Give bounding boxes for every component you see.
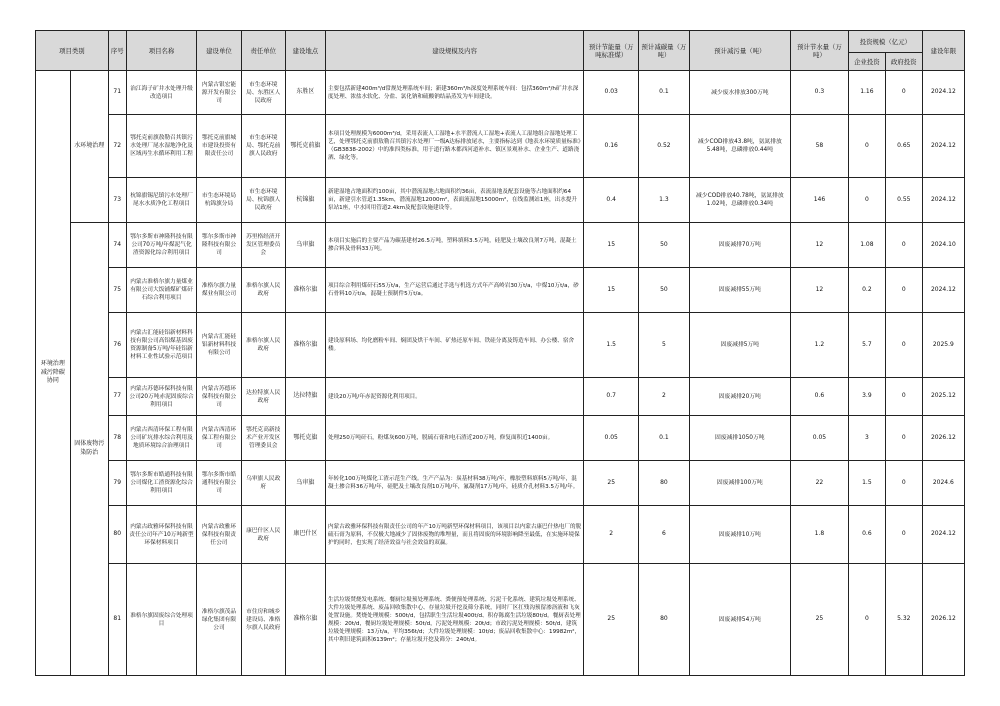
cell-no: 75 (108, 268, 126, 313)
cell-scope: 主要包括新建400m³/d常规处理系统车间；新建360m³/h深度处理系统车间：包括360m³/h矿井水深度处理、浓盐水软化、分盐、氯化钠和硫酸钠结晶蒸发为车间建设。 (325, 71, 583, 115)
cell-year: 2024.12 (922, 178, 964, 223)
cell-pollution: 固废减排5万吨 (689, 313, 790, 378)
cell-builder: 内蒙古银宏能源开发有限公司 (197, 71, 241, 115)
cell-builder: 鄂托克前旗城市建设投资有限责任公司 (197, 115, 241, 178)
cell-builder: 市生态环境局杭锦旗分局 (197, 178, 241, 223)
cell-government: 0 (885, 461, 922, 506)
cell-no: 71 (108, 71, 126, 115)
cell-carbon: 50 (639, 223, 690, 268)
cell-year: 2026.12 (922, 564, 964, 676)
cell-energy: 15 (584, 223, 639, 268)
cell-carbon: 50 (639, 268, 690, 313)
cell-responsible: 市生态环境局、东胜区人民政府 (241, 71, 285, 115)
cell-enterprise: 3.9 (848, 378, 885, 416)
cell-responsible: 市生态环境局、鄂托克前旗人民政府 (241, 115, 285, 178)
cell-carbon: 1.3 (639, 178, 690, 223)
table-row (36, 313, 965, 378)
cell-enterprise: 1.5 (848, 461, 885, 506)
cell-government: 0.55 (885, 178, 922, 223)
cell-energy: 25 (584, 564, 639, 676)
cell-pollution: 固废减排10万吨 (689, 506, 790, 564)
cell-name: 内蒙古西清环保工程有限公司矿坑排水综合利用及地质环境综合治理项目 (126, 416, 197, 461)
category-main: 环境治理减污降碳协同 (36, 71, 71, 676)
cell-name: 鄂尔多斯市皓通科技有限公司煤化工渣资源化综合利用项目 (126, 461, 197, 506)
cell-responsible: 达拉特旗人民政府 (241, 378, 285, 416)
cell-responsible: 苏里格经济开发区管理委员会 (241, 223, 285, 268)
cell-carbon: 0.1 (639, 416, 690, 461)
cell-year: 2024.12 (922, 71, 964, 115)
cell-pollution: 减少COD排放43.8吨，氨氮排放5.48吨，总磷排放0.44吨 (689, 115, 790, 178)
subcategory-water: 水环境治理 (70, 71, 108, 223)
cell-water: 1.8 (790, 506, 848, 564)
table-row (36, 461, 965, 506)
cell-builder: 内蒙古苏德环保科技有限公司 (197, 378, 241, 416)
table-row (36, 115, 965, 178)
cell-government: 0.65 (885, 115, 922, 178)
cell-scope: 建设原料场、均化磨粉车间、焖团及烘干车间、矿热还原车间、铁硅分离及铸造车间、办公楼、宿舍楼。 (325, 313, 583, 378)
cell-location: 达拉特旗 (285, 378, 325, 416)
table-row (36, 223, 965, 268)
cell-year: 2024.12 (922, 115, 964, 178)
table-row (36, 378, 965, 416)
cell-scope: 内蒙古政雅环保科技有限责任公司的年产10万吨新型环保材料项目，该项目以内蒙古康巴什热电厂的脱硫石膏为原料，不仅极大地减少了固体废物的堆埋量，而且将固废的环境影响降至最低，在实施环境保护的同时，也实现了经济效益与社会效益的双赢。 (325, 506, 583, 564)
header-energy: 预计节能量（万吨标准煤） (584, 31, 639, 71)
cell-name: 内蒙古政雅环保科技有限责任公司年产10万吨新型环保材料项目 (126, 506, 197, 564)
table-row (36, 506, 965, 564)
cell-year: 2024.12 (922, 268, 964, 313)
cell-no: 79 (108, 461, 126, 506)
cell-no: 76 (108, 313, 126, 378)
cell-location: 鄂托克旗 (285, 416, 325, 461)
cell-carbon: 0.52 (639, 115, 690, 178)
cell-name: 治江海子矿井水处理升级改造项目 (126, 71, 197, 115)
cell-location: 乌审旗 (285, 461, 325, 506)
cell-government: 0 (885, 506, 922, 564)
cell-builder: 鄂尔多斯市神隆科技有限公司 (197, 223, 241, 268)
cell-year: 2024.6 (922, 461, 964, 506)
cell-location: 东胜区 (285, 71, 325, 115)
cell-scope: 年转化100万吨煤化工渣示范生产线。生产产品为：炭基材料38万吨/年，橡胶塑料填料5万吨/年，混凝土掺合料36万吨/年，硅肥及土壤改良剂10万吨/年，氟凝剂17万吨/年，硅质介孔材料3.5万吨/年。 (325, 461, 583, 506)
cell-carbon: 5 (639, 313, 690, 378)
cell-energy: 1.5 (584, 313, 639, 378)
cell-responsible: 准格尔旗人民政府 (241, 313, 285, 378)
header-scope: 建设规模及内容 (325, 31, 583, 71)
project-table (35, 30, 965, 676)
cell-builder: 鄂尔多斯市皓通科技有限公司 (197, 461, 241, 506)
cell-scope: 本项目处理规模为6000m³/d，采用表流人工湿地+水平潜流人工湿地+表流人工湿地组合湿地处理工艺，处理鄂托克前旗敖勒召其镇污水处理厂一级A达标排放尾水，主要指标达到《地表水环境质量标准》（GB3838-2002）中的准四类标准，用于道行路木都西河道补水、镇区景观补水、企业生产、道路浇洒、绿化等。 (325, 115, 583, 178)
cell-scope: 项目综合利用煤矸石55万t/a，生产运营后通过手选与机选方式年产高岭岩30万t/a，中煤10万t/a，砂石骨料10万t/a，混凝土预制件5万t/a。 (325, 268, 583, 313)
header-invest: 投资规模（亿元） (848, 31, 922, 53)
cell-year: 2024.12 (922, 506, 964, 564)
cell-responsible: 乌审旗人民政府 (241, 461, 285, 506)
header-pollution: 预计减污量（吨） (689, 31, 790, 71)
cell-water: 58 (790, 115, 848, 178)
cell-year: 2024.10 (922, 223, 964, 268)
cell-name: 内蒙古汇能硅铝新材料科技有限公司高铝煤基固废资源制备5万吨/年硅铝新材料工业性试验示范项目 (126, 313, 197, 378)
cell-pollution: 减少废水排放300万吨 (689, 71, 790, 115)
cell-enterprise: 0 (848, 178, 885, 223)
cell-carbon: 2 (639, 378, 690, 416)
cell-energy: 2 (584, 506, 639, 564)
header-category: 项目类别 (36, 31, 109, 71)
cell-no: 73 (108, 178, 126, 223)
cell-government: 0 (885, 416, 922, 461)
cell-carbon: 6 (639, 506, 690, 564)
cell-government: 0 (885, 223, 922, 268)
cell-enterprise: 1.08 (848, 223, 885, 268)
cell-builder: 内蒙古西清环保工程有限公司 (197, 416, 241, 461)
cell-no: 81 (108, 564, 126, 676)
table-row (36, 71, 965, 115)
header-name: 项目名称 (126, 31, 197, 71)
cell-pollution: 固废减排54万吨 (689, 564, 790, 676)
header-enterprise: 企业投资 (848, 53, 885, 71)
header-year: 建设年限 (922, 31, 964, 71)
cell-location: 鄂托克前旗 (285, 115, 325, 178)
header-no: 序号 (108, 31, 126, 71)
cell-carbon: 0.1 (639, 71, 690, 115)
cell-water: 12 (790, 268, 848, 313)
cell-location: 杭锦旗 (285, 178, 325, 223)
cell-name: 杭锦旗锡尼镇污水处理厂尾水水质净化工程项目 (126, 178, 197, 223)
cell-name: 内蒙古准格尔旗力量煤业有限公司大饭铺煤矿煤矸石综合利用项目 (126, 268, 197, 313)
cell-enterprise: 0.2 (848, 268, 885, 313)
cell-energy: 25 (584, 461, 639, 506)
cell-responsible: 鄂托克高新技术产业开发区管理委员会 (241, 416, 285, 461)
cell-enterprise: 0 (848, 115, 885, 178)
cell-pollution: 固废减排55万吨 (689, 268, 790, 313)
header-builder: 建设单位 (197, 31, 241, 71)
cell-responsible: 市生态环境局、杭锦旗人民政府 (241, 178, 285, 223)
cell-no: 78 (108, 416, 126, 461)
cell-energy: 0.16 (584, 115, 639, 178)
cell-scope: 处理250万吨矸石，粉煤灰600万吨，脱硫石膏和电石渣近200万吨，修复面积近1400亩。 (325, 416, 583, 461)
cell-year: 2025.12 (922, 378, 964, 416)
cell-government: 0 (885, 313, 922, 378)
cell-name: 准格尔旗固废综合处理项目 (126, 564, 197, 676)
cell-pollution: 固废减排70万吨 (689, 223, 790, 268)
cell-scope: 本项目实施后的主要产品为碳基建材26.5万吨，塑料填料3.5万吨，硅肥及土壤改良剂7万吨，混凝土掺合料及骨料33万吨。 (325, 223, 583, 268)
cell-no: 74 (108, 223, 126, 268)
cell-enterprise: 0.6 (848, 506, 885, 564)
cell-responsible: 市住房和城乡建设局、准格尔旗人民政府 (241, 564, 285, 676)
cell-builder: 内蒙古政雅环保科技有限责任公司 (197, 506, 241, 564)
cell-pollution: 减少COD排放40.78吨，氨氮排放1.02吨，总磷排放0.34吨 (689, 178, 790, 223)
cell-government: 0 (885, 378, 922, 416)
cell-government: 0 (885, 268, 922, 313)
cell-no: 80 (108, 506, 126, 564)
cell-year: 2026.12 (922, 416, 964, 461)
cell-energy: 15 (584, 268, 639, 313)
header-carbon: 预计减碳量（万吨） (639, 31, 690, 71)
header-location: 建设地点 (285, 31, 325, 71)
cell-government: 5.32 (885, 564, 922, 676)
cell-enterprise: 3 (848, 416, 885, 461)
cell-carbon: 80 (639, 564, 690, 676)
cell-builder: 准格尔旗力量煤业有限公司 (197, 268, 241, 313)
cell-builder: 内蒙古汇能硅铝新材料科技有限公司 (197, 313, 241, 378)
table-row (36, 268, 965, 313)
cell-pollution: 固废减排20万吨 (689, 378, 790, 416)
cell-location: 乌审旗 (285, 223, 325, 268)
cell-enterprise: 5.7 (848, 313, 885, 378)
cell-enterprise: 0 (848, 564, 885, 676)
header-responsible: 责任单位 (241, 31, 285, 71)
cell-responsible: 准格尔旗人民政府 (241, 268, 285, 313)
cell-pollution: 固废减排100万吨 (689, 461, 790, 506)
header-water: 预计节水量（万吨） (790, 31, 848, 71)
cell-pollution: 固废减排1050万吨 (689, 416, 790, 461)
cell-water: 1.2 (790, 313, 848, 378)
cell-no: 72 (108, 115, 126, 178)
cell-water: 12 (790, 223, 848, 268)
table-row (36, 564, 965, 676)
cell-water: 146 (790, 178, 848, 223)
cell-location: 准格尔旗 (285, 268, 325, 313)
table-row (36, 178, 965, 223)
project-table-sheet (35, 30, 965, 676)
cell-energy: 0.4 (584, 178, 639, 223)
cell-energy: 0.7 (584, 378, 639, 416)
cell-no: 77 (108, 378, 126, 416)
cell-water: 0.05 (790, 416, 848, 461)
cell-energy: 0.05 (584, 416, 639, 461)
subcategory-solid: 固体废物污染防治 (70, 223, 108, 676)
cell-name: 鄂托克前旗敖勒召其镇污水处理厂尾水湿地净化及区域再生水循环利用工程 (126, 115, 197, 178)
cell-responsible: 康巴什区人民政府 (241, 506, 285, 564)
cell-builder: 准格尔旗茂品绿化集团有限公司 (197, 564, 241, 676)
cell-location: 准格尔旗 (285, 313, 325, 378)
cell-scope: 建设20万吨/年赤泥资源化利用项目。 (325, 378, 583, 416)
cell-scope: 生活垃圾焚烧发电系统、餐厨垃圾预处理系统、粪便预处理系统、污泥干化系统、建筑垃圾处理系统、大件垃圾处理系统、废品回收集散中心、存量垃圾开挖及筛分系统，同时厂区扛残沟预留渗沥液和飞灰处置设施。焚烧处理规模：500t/d，包括职生生活垃圾400t/d、积存陈腐生活垃圾80t/d。餐厨表处理规模：20t/d，餐厨垃圾处理规模：50t/d，污泥处理规模：20t/d；市政污泥处理规模：50t/d，建筑垃圾处理规模：13万t/a，平均356t/d；大件垃圾处理规模：10t/d；废品回收集散中心：19982m²，其中利旧建筑面积6139m²；存量垃圾开挖及筛分：240t/d。 (325, 564, 583, 676)
cell-energy: 0.03 (584, 71, 639, 115)
cell-water: 25 (790, 564, 848, 676)
cell-water: 0.6 (790, 378, 848, 416)
table-row (36, 416, 965, 461)
header-government: 政府投资 (885, 53, 922, 71)
cell-location: 康巴什区 (285, 506, 325, 564)
cell-name: 内蒙古苏德环保科技有限公司20万吨赤泥固废综合利用项目 (126, 378, 197, 416)
cell-water: 0.3 (790, 71, 848, 115)
cell-enterprise: 1.16 (848, 71, 885, 115)
cell-carbon: 80 (639, 461, 690, 506)
cell-location: 准格尔旗 (285, 564, 325, 676)
cell-year: 2025.9 (922, 313, 964, 378)
cell-name: 鄂尔多斯市神隆科技有限公司70万吨/年煤泥气化渣资源化综合利用项目 (126, 223, 197, 268)
cell-water: 22 (790, 461, 848, 506)
cell-government: 0 (885, 71, 922, 115)
cell-scope: 新建湿地占地面积约100亩，其中潜流湿地占地面积约36亩，表流湿地及配套设施等占地面积约64亩，新建引水管道1.35km，潜流湿地12000m²，表面流湿地15000m²，在线监测站1座，出水提升泵站1座，中水回用管道2.4km及配套设施建设等。 (325, 178, 583, 223)
